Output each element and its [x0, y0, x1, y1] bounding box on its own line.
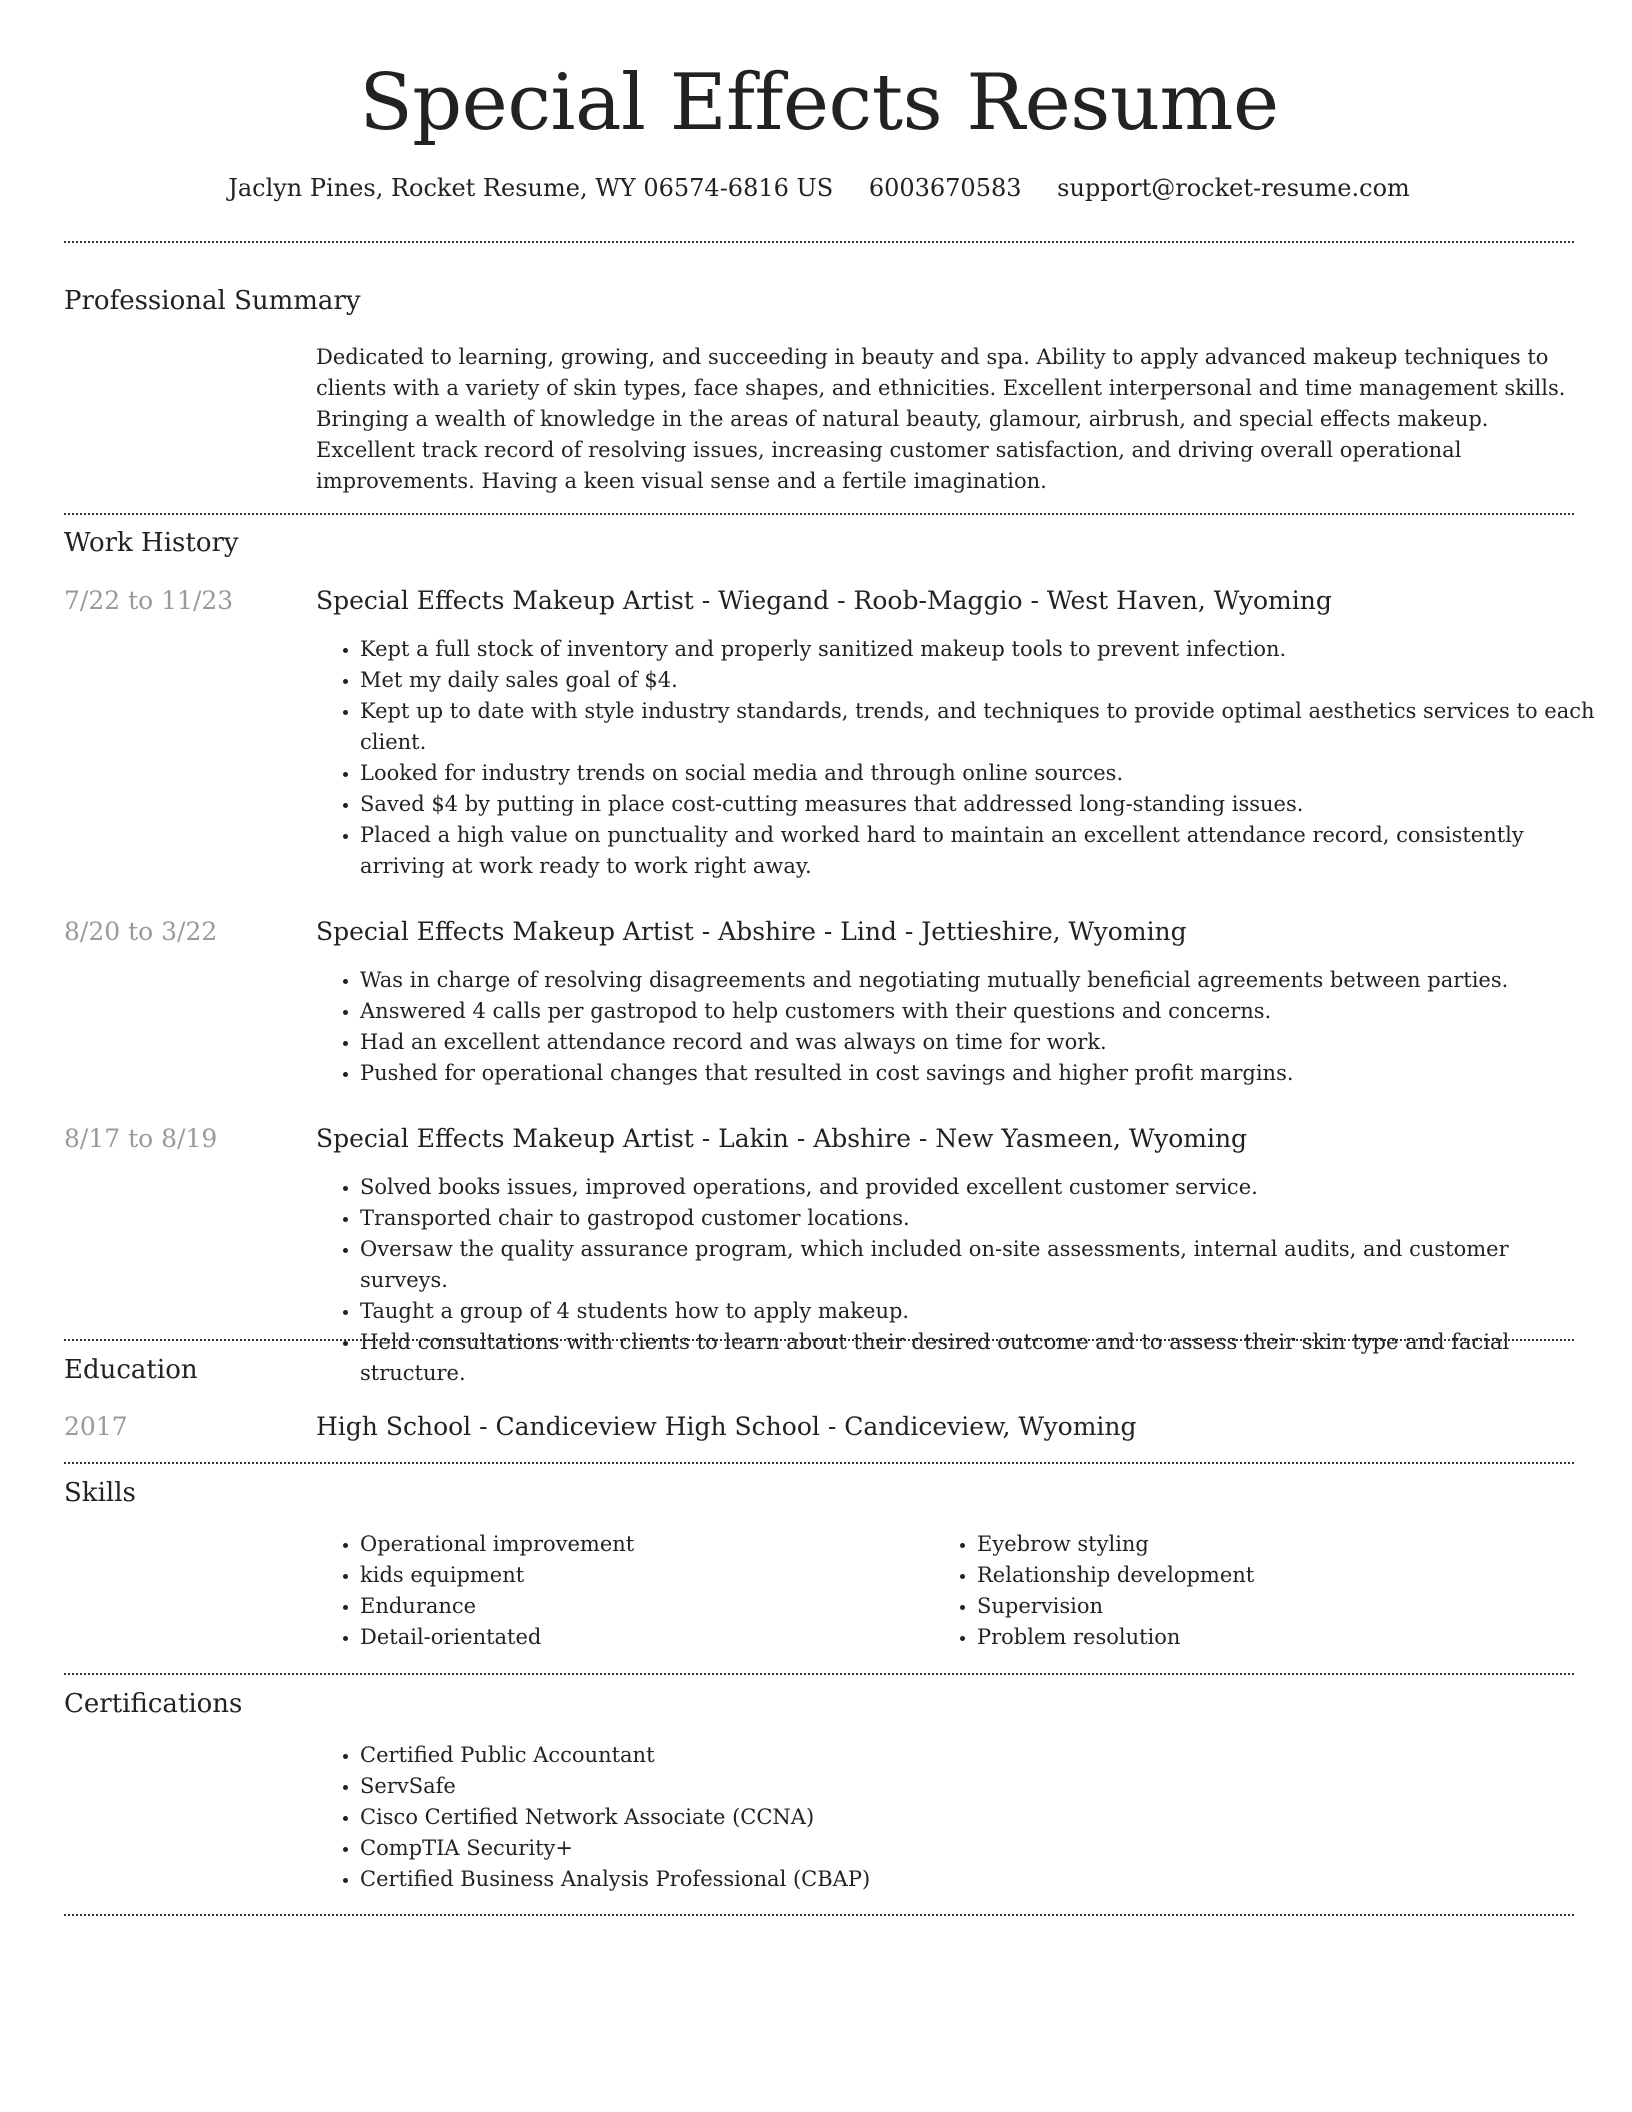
job-dates: 7/22 to 11/23: [64, 586, 234, 615]
job-bullet: • Answered 4 calls per gastropod to help customers with their questions and concerns.: [360, 996, 1600, 1027]
job-bullet: • Saved $4 by putting in place cost-cutting measures that addressed long-standing issues.: [360, 789, 1600, 820]
contact-line: [64, 170, 1574, 206]
skill-item: • Operational improvement: [360, 1529, 940, 1560]
skills-list-right: [933, 1529, 1557, 1653]
certifications-list: [316, 1740, 1600, 1895]
skill-item: • Relationship development: [977, 1560, 1557, 1591]
job-dates: 8/17 to 8/19: [64, 1124, 218, 1153]
job-bullet: • Transported chair to gastropod customer locations.: [360, 1203, 1600, 1234]
resume-title: Special Effects Resume: [359, 58, 1279, 148]
section-divider: [64, 241, 1574, 243]
work-history-heading: Work History: [64, 528, 239, 558]
job-bullet: • Had an excellent attendance record and was always on time for work.: [360, 1027, 1600, 1058]
job-title: Special Effects Makeup Artist - Lakin - Abshire - New Yasmeen, Wyoming: [316, 1124, 1248, 1153]
certification-item: • Certified Public Accountant: [360, 1740, 1600, 1771]
education-heading: Education: [64, 1355, 198, 1385]
job-bullet: • Kept a full stock of inventory and properly sanitized makeup tools to prevent infection.: [360, 634, 1600, 665]
job-bullets: [316, 634, 1600, 882]
job-bullet: • Held consultations with clients to learn about their desired outcome and to assess their skin type and facial structure.: [360, 1327, 1600, 1389]
section-divider: [64, 1673, 1574, 1675]
certification-item: • Certified Business Analysis Professional (CBAP): [360, 1864, 1600, 1895]
job-bullet: • Looked for industry trends on social media and through online sources.: [360, 758, 1600, 789]
job-dates: 8/20 to 3/22: [64, 917, 218, 946]
summary-text: Dedicated to learning, growing, and succeeding in beauty and spa. Ability to apply advanced makeup techniques to clients with a variety of skin types, face shapes, and ethnicities. Excellent interpersonal and time management skills. Bringing a wealth of knowledge in the areas of natural beauty, glamour, airbrush, and special effects makeup. Excellent track record of resolving issues, increasing customer satisfaction, and driving overall operational improvements. Having a keen visual sense and a fertile imagination.: [316, 345, 1566, 493]
skill-item: • Endurance: [360, 1591, 940, 1622]
certifications-heading: Certifications: [64, 1689, 243, 1719]
job-bullet: • Kept up to date with style industry standards, trends, and techniques to provide optimal aesthetics services to each client.: [360, 696, 1600, 758]
skills-heading: Skills: [64, 1478, 136, 1508]
job-bullet: • Taught a group of 4 students how to apply makeup.: [360, 1296, 1600, 1327]
contact-email: support@rocket-resume.com: [1057, 174, 1410, 202]
skill-item: • Detail-orientated: [360, 1622, 940, 1653]
job-bullet: • Oversaw the quality assurance program, which included on-site assessments, internal audits, and customer surveys.: [360, 1234, 1600, 1296]
section-divider: [64, 1914, 1574, 1916]
certification-item: • ServSafe: [360, 1771, 1600, 1802]
skill-item: • Eyebrow styling: [977, 1529, 1557, 1560]
job-bullet: • Pushed for operational changes that resulted in cost savings and higher profit margins.: [360, 1058, 1600, 1089]
contact-phone: 6003670583: [868, 174, 1022, 202]
education-entry: High School - Candiceview High School - Candiceview, Wyoming: [316, 1412, 1137, 1441]
job-bullet: • Met my daily sales goal of $4.: [360, 665, 1600, 696]
skill-item: • Problem resolution: [977, 1622, 1557, 1653]
education-date: 2017: [64, 1412, 128, 1441]
job-bullets: [316, 1172, 1600, 1389]
skill-item: • Supervision: [977, 1591, 1557, 1622]
certification-item: • CompTIA Security+: [360, 1833, 1600, 1864]
section-divider: [64, 1462, 1574, 1464]
skill-item: • kids equipment: [360, 1560, 940, 1591]
section-divider: [64, 1339, 1574, 1341]
job-bullet: • Was in charge of resolving disagreements and negotiating mutually beneficial agreements between parties.: [360, 965, 1600, 996]
skills-list-left: [316, 1529, 940, 1653]
summary-heading: Professional Summary: [64, 286, 361, 316]
contact-address: Jaclyn Pines, Rocket Resume, WY 06574-6816 US: [228, 174, 834, 202]
job-bullet: • Placed a high value on punctuality and worked hard to maintain an excellent attendance record, consistently arriving at work ready to work right away.: [360, 820, 1600, 882]
job-bullet: • Solved books issues, improved operations, and provided excellent customer service.: [360, 1172, 1600, 1203]
certification-item: • Cisco Certified Network Associate (CCNA): [360, 1802, 1600, 1833]
job-title: Special Effects Makeup Artist - Abshire - Lind - Jettieshire, Wyoming: [316, 917, 1187, 946]
job-title: Special Effects Makeup Artist - Wiegand - Roob-Maggio - West Haven, Wyoming: [316, 586, 1332, 615]
section-divider: [64, 513, 1574, 515]
job-bullets: [316, 965, 1600, 1089]
